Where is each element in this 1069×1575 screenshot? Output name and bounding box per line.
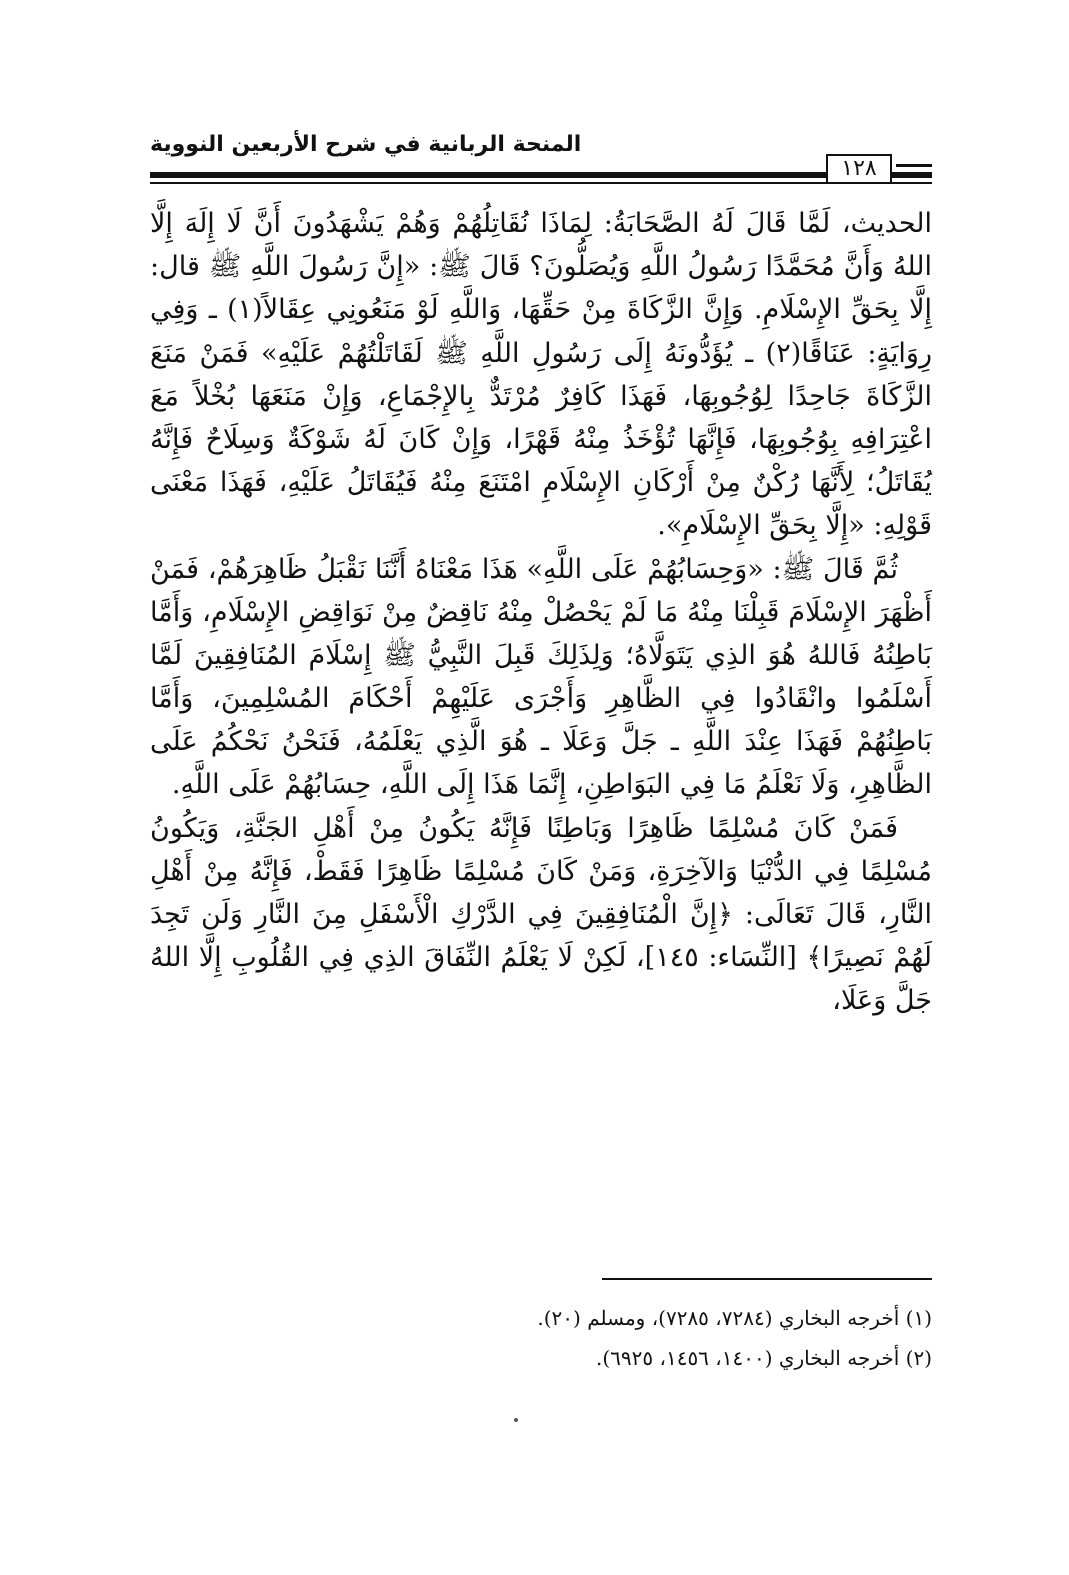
main-text — [150, 202, 932, 1023]
paragraph: فَمَنْ كَانَ مُسْلِمًا ظَاهِرًا وَبَاطِنًا فَإِنَّهُ يَكُونُ مِنْ أَهْلِ الجَنَّةِ، وَيَكُونُ مُسْلِمًا فِي الدُّنْيَا وَالآخِرَةِ، وَمَنْ كَانَ مُسْلِمًا ظَاهِرًا فَقَطْ، فَإِنَّهُ مِنْ أَهْلِ النَّارِ، قَالَ تَعَالَى: ﴿إِنَّ الْمُنَافِقِينَ فِي الدَّرْكِ الْأَسْفَلِ مِنَ النَّارِ وَلَن تَجِدَ لَهُمْ نَصِيرًا﴾ [النِّسَاء: ١٤٥]، لَكِنْ لَا يَعْلَمُ النِّفَاقَ الذِي فِي القُلُوبِ إِلَّا اللهُ جَلَّ وَعَلَا، — [150, 812, 932, 1017]
running-title: المنحة الربانية في شرح الأربعين النووية — [150, 132, 582, 157]
paragraph: ثُمَّ قَالَ ﷺ: «وَحِسَابُهُمْ عَلَى اللَّهِ» هَذَا مَعْنَاهُ أَنَّنَا نَقْبَلُ ظَاهِرَهُمْ، فَمَنْ أَظْهَرَ الإِسْلَامَ قَبِلْنَا مِنْهُ مَا لَمْ يَحْصُلْ مِنْهُ نَاقِضٌ مِنْ نَوَاقِضِ الإِسْلَامِ، وَأَمَّا بَاطِنُهُ فَاللهُ هُوَ الذِي يَتَوَلَّاهُ؛ وَلِذَلِكَ قَبِلَ النَّبِيُّ ﷺ إِسْلَامَ المُنَافِقِينَ لَمَّا أَسْلَمُوا وانْقَادُوا فِي الظَّاهِرِ وَأَجْرَى عَلَيْهِمْ أَحْكَامَ المُسْلِمِينَ، وَأَمَّا بَاطِنُهُمْ فَهَذَا عِنْدَ اللَّهِ ـ جَلَّ وَعَلَا ـ هُوَ الَّذِي يَعْلَمُهُ، فَنَحْنُ نَحْكُمُ عَلَى الظَّاهِرِ، وَلَا نَعْلَمُ مَا فِي البَوَاطِنِ، إِنَّمَا هَذَا إِلَى اللَّهِ، حِسَابُهُمْ عَلَى اللَّهِ. — [150, 553, 932, 801]
page-number: ١٢٨ — [826, 154, 892, 184]
footnotes — [150, 1298, 932, 1378]
scan-speck — [514, 1418, 518, 1422]
page-header — [150, 126, 932, 192]
header-rule-thick — [150, 172, 932, 178]
paragraph: الحديث، لَمَّا قَالَ لَهُ الصَّحَابَةُ: لِمَاذَا نُقَاتِلُهُمْ وَهُمْ يَشْهَدُونَ أَنَّ لَا إِلَهَ إِلَّا اللهُ وَأَنَّ مُحَمَّدًا رَسُولُ اللَّهِ وَيُصَلُّونَ؟ قَالَ ﷺ: «إِنَّ رَسُولَ اللَّهِ ﷺ قال: إِلَّا بِحَقِّ الإِسْلَامِ. وَإِنَّ الزَّكَاةَ مِنْ حَقِّهَا، وَاللَّهِ لَوْ مَنَعُونِي عِقَالاً(١) ـ وَفِي رِوَايَةٍ: عَنَاقًا(٢) ـ يُؤَدُّونَهُ إِلَى رَسُولِ اللَّهِ ﷺ لَقَاتَلْتُهُمْ عَلَيْهِ» فَمَنْ مَنَعَ الزَّكَاةَ جَاحِدًا لِوُجُوبِهَا، فَهَذَا كَافِرٌ مُرْتَدٌّ بِالإِجْمَاعِ، وَإِنْ مَنَعَهَا بُخْلاً مَعَ اعْتِرَافِهِ بِوُجُوبِهَا، فَإِنَّهَا تُؤْخَذُ مِنْهُ قَهْرًا، وَإِنْ كَانَ لَهُ شَوْكَةٌ وَسِلَاحٌ فَإِنَّهُ يُقَاتَلُ؛ لِأَنَّهَا رُكْنٌ مِنْ أَرْكَانِ الإِسْلَامِ امْتَنَعَ مِنْهُ فَيُقَاتَلُ عَلَيْهِ، فَهَذَا مَعْنَى قَوْلِهِ: «إِلَّا بِحَقِّ الإِسْلَامِ». — [150, 208, 933, 542]
page-number-ornament-rule — [896, 164, 932, 167]
footnote: (٢) أخرجه البخاري (١٤٠٠، ١٤٥٦، ٦٩٢٥). — [596, 1346, 932, 1370]
footnote: (١) أخرجه البخاري (٧٢٨٤، ٧٢٨٥)، ومسلم (٢٠). — [537, 1306, 932, 1330]
footnote-separator — [602, 1278, 932, 1280]
page-number-ornament-rule — [896, 172, 932, 175]
header-rule-thin — [150, 182, 932, 184]
